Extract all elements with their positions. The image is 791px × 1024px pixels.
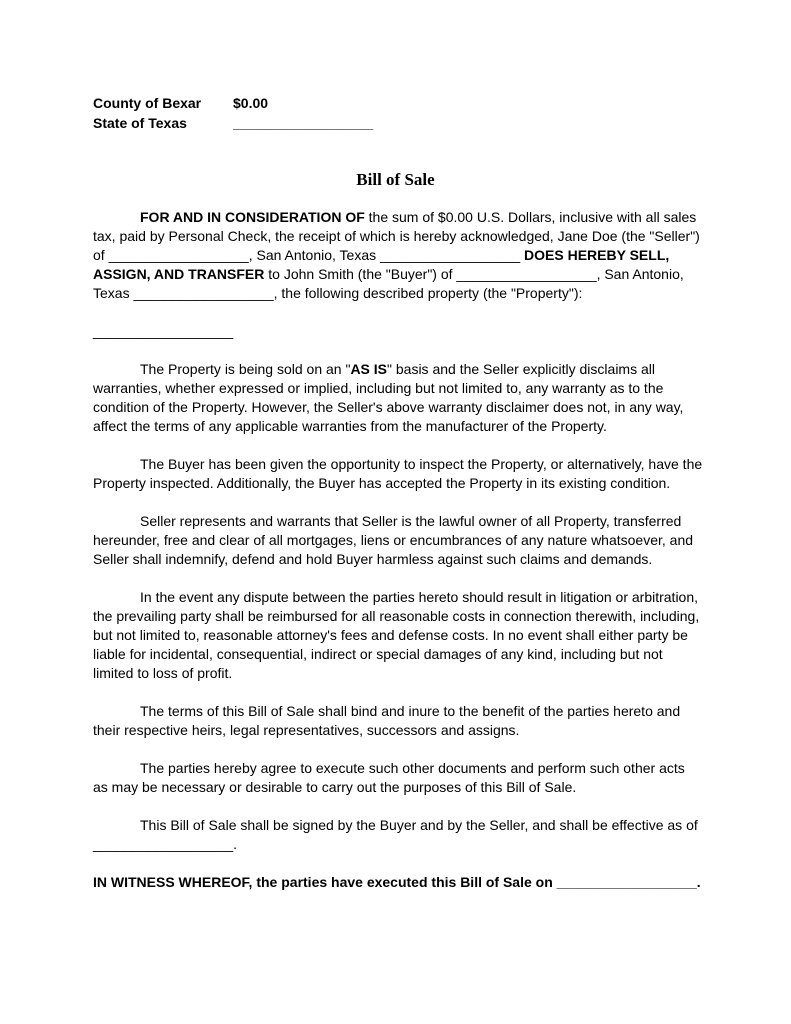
effective-date-paragraph: This Bill of Sale shall be signed by the Buyer and by the Seller, and shall be effective as of __________________. — [93, 817, 698, 852]
county-label: County of Bexar — [93, 95, 202, 111]
document-body — [93, 208, 703, 911]
consideration-text-a: the sum of $0.00 U.S. Dollars, inclusive with all sales tax, paid by Personal Check, the receipt of which is hereby acknowledged, Jane Doe (the "Seller") of __________________, San Antonio, Texas __________________ — [93, 209, 700, 263]
document-title: Bill of Sale — [356, 170, 435, 189]
witness-clause: IN WITNESS WHEREOF, the parties have executed this Bill of Sale on __________________. — [93, 874, 701, 890]
consideration-lead: FOR AND IN CONSIDERATION OF — [140, 209, 365, 225]
state-label: State of Texas — [93, 115, 187, 131]
county-row — [93, 93, 373, 113]
binding-paragraph: The terms of this Bill of Sale shall bind and inure to the benefit of the parties hereto and their respective heirs, legal representatives, successors and assigns. — [93, 703, 681, 738]
as-is-term: AS IS — [350, 361, 388, 377]
property-description-blank: __________________ — [93, 323, 234, 339]
as-is-paragraph — [93, 360, 703, 436]
jurisdiction-header — [93, 93, 373, 133]
state-row — [93, 113, 373, 133]
further-assurances-paragraph: The parties hereby agree to execute such other documents and perform such other acts as may be necessary or desirable to carry out the purposes of this Bill of Sale. — [93, 760, 685, 795]
consideration-paragraph — [93, 208, 703, 303]
inspection-paragraph: The Buyer has been given the opportunity to inspect the Property, or alternatively, have the Property inspected. Additionally, the Buyer has accepted the Property in its existing condition. — [93, 456, 703, 491]
as-is-text-c: " basis and the Seller explicitly disclaims all warranties, whether expressed or implied, including but not limited to, any warranty as to the condition of the Property. However, the Seller's above warranty disclaimer does not, in any way, affect the terms of any applicable warranties from the manufacturer of the Property. — [93, 361, 684, 434]
as-is-text-a: The Property is being sold on an " — [140, 361, 351, 377]
ownership-paragraph: Seller represents and warrants that Seller is the lawful owner of all Property, transferred hereunder, free and clear of all mortgages, liens or encumbrances of any nature whatsoever, and Seller shall indemnify, defend and hold Buyer harmless against such claims and demands. — [93, 513, 694, 567]
dispute-paragraph: In the event any dispute between the parties hereto should result in litigation or arbitration, the prevailing party shall be reimbursed for all reasonable costs in connection therewith, including, but not limited to, reasonable attorney's fees and defense costs. In no event shall either party be liable for incidental, consequential, indirect or special damages of any kind, including but not limited to loss of profit. — [93, 589, 700, 681]
state-blank: __________________ — [233, 115, 374, 131]
county-amount: $0.00 — [233, 95, 269, 111]
consideration-text-c: to John Smith (the "Buyer") of __________________, San Antonio, Texas __________________, the following described property (the "Property"): — [93, 266, 684, 301]
transfer-clause: DOES HEREBY SELL, ASSIGN, AND TRANSFER — [93, 247, 670, 282]
